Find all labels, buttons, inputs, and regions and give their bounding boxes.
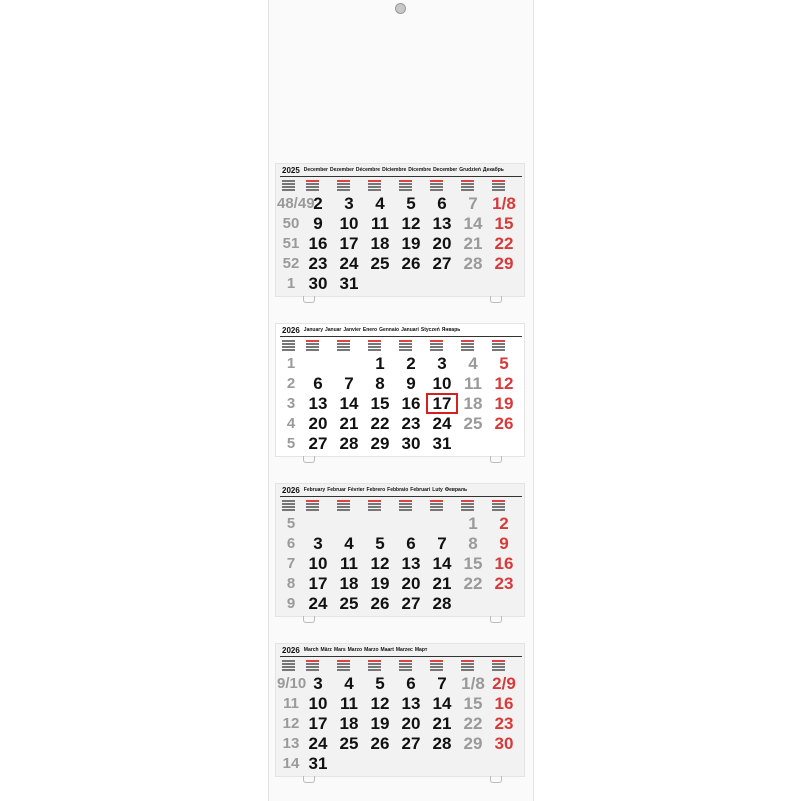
weekday-legend [368, 500, 386, 512]
month-name: Styczeń [420, 327, 440, 333]
month-name: Marzo [347, 647, 363, 653]
month-name: Januari [401, 327, 419, 333]
day-number: 3 [313, 674, 323, 693]
day-number: 17 [339, 234, 359, 253]
day-number: 2 [499, 514, 509, 533]
week-number: 4 [286, 415, 296, 432]
weekday-legend [430, 660, 448, 672]
week-number: 50 [282, 215, 300, 232]
day-number: 31 [432, 434, 452, 453]
weekday-legend [306, 180, 324, 192]
weekday-legend [461, 660, 479, 672]
day-number: 4 [344, 674, 354, 693]
day-number: 22 [370, 414, 390, 433]
day-number: 26 [370, 734, 390, 753]
day-number: 25 [370, 254, 390, 273]
month-name: Marzo [364, 647, 379, 653]
day-number: 11 [371, 214, 389, 233]
year-label: 2026 [282, 485, 300, 495]
sheet-clip [490, 296, 502, 303]
day-number: 14 [339, 394, 359, 413]
day-number: 22 [463, 714, 483, 733]
day-number: 20 [401, 574, 421, 593]
day-number: 18 [463, 394, 483, 413]
week-number: 52 [282, 255, 300, 272]
weekday-legend [492, 500, 510, 512]
week-number: 13 [282, 735, 300, 752]
month-header [276, 324, 524, 336]
sheet-clip [303, 776, 315, 783]
hanging-hole [395, 3, 406, 14]
weekday-legend [430, 340, 448, 352]
day-number: 15 [463, 554, 483, 573]
week-number: 14 [282, 755, 300, 772]
day-number: 26 [401, 254, 421, 273]
month-name: Enero [362, 327, 378, 333]
day-number: 16 [401, 394, 421, 413]
month-name: Февраль [444, 487, 468, 493]
day-number: 16 [308, 234, 328, 253]
weekday-legend [306, 340, 324, 352]
month-sheet [276, 324, 524, 456]
day-number: 11 [340, 554, 358, 573]
day-number: 23 [494, 574, 514, 593]
weekday-legend [430, 180, 448, 192]
day-number: 15 [463, 694, 483, 713]
week-number: 5 [286, 435, 296, 452]
month-name: February [303, 487, 326, 493]
day-number: 12 [370, 694, 390, 713]
day-number: 14 [432, 694, 452, 713]
month-name: March [303, 647, 319, 653]
month-name: Janvier [343, 327, 361, 333]
weekday-legend [492, 180, 510, 192]
week-number: 1 [286, 355, 296, 372]
day-number: 29 [494, 254, 514, 273]
weekday-legend [282, 660, 300, 672]
day-number: 20 [308, 414, 328, 433]
day-number: 18 [339, 714, 359, 733]
month-header [276, 644, 524, 656]
weekday-legend [368, 340, 386, 352]
header-rule [280, 496, 522, 497]
weekday-legend [337, 660, 355, 672]
day-number: 21 [432, 714, 452, 733]
day-number: 19 [401, 234, 421, 253]
day-number: 1/8 [461, 674, 485, 693]
day-number: 28 [432, 734, 452, 753]
weekday-legend [461, 500, 479, 512]
month-name: Декабрь [482, 167, 504, 173]
day-number: 12 [494, 374, 514, 393]
day-number: 28 [463, 254, 483, 273]
day-number: 12 [401, 214, 421, 233]
year-label: 2026 [282, 325, 300, 335]
weekday-legend [337, 500, 355, 512]
month-sheet [276, 164, 524, 296]
week-number: 2 [286, 375, 296, 392]
day-number: 7 [344, 374, 354, 393]
day-number: 10 [432, 374, 452, 393]
day-number: 25 [339, 594, 359, 613]
day-number: 11 [464, 374, 482, 393]
day-number: 30 [494, 734, 514, 753]
day-number: 7 [437, 534, 447, 553]
day-number: 16 [494, 554, 514, 573]
weekday-legend [368, 660, 386, 672]
day-number: 20 [432, 234, 452, 253]
month-header [276, 164, 524, 176]
day-number: 25 [339, 734, 359, 753]
day-number: 15 [494, 214, 514, 233]
weekday-legend [399, 500, 417, 512]
week-number: 8 [286, 575, 296, 592]
day-number: 4 [375, 194, 385, 213]
day-number: 2 [313, 194, 323, 213]
week-number: 3 [286, 395, 296, 412]
month-sheet [276, 484, 524, 616]
month-name: Март [414, 647, 428, 653]
day-number: 4 [344, 534, 354, 553]
header-rule [280, 336, 522, 337]
weekday-legend [430, 500, 448, 512]
day-number: 20 [401, 714, 421, 733]
weekday-legend [399, 340, 417, 352]
day-number: 6 [406, 534, 416, 553]
day-number: 23 [401, 414, 421, 433]
day-number: 31 [339, 274, 359, 293]
day-number: 26 [494, 414, 514, 433]
day-number: 14 [432, 554, 452, 573]
day-number: 21 [339, 414, 359, 433]
week-number: 48/49 [277, 195, 315, 212]
day-number: 19 [370, 574, 390, 593]
today-marker: 17 [427, 394, 457, 413]
day-number: 17 [308, 714, 328, 733]
day-number: 6 [313, 374, 323, 393]
day-number: 30 [401, 434, 421, 453]
sheet-clip [490, 616, 502, 623]
day-number: 19 [370, 714, 390, 733]
weekday-legend [337, 180, 355, 192]
month-name: Décembre [355, 167, 381, 173]
sheet-clip [303, 616, 315, 623]
month-name: Dezember [329, 167, 354, 173]
weekday-legend [306, 660, 324, 672]
day-number: 5 [375, 674, 385, 693]
day-number: 18 [339, 574, 359, 593]
weekday-legend [337, 340, 355, 352]
month-name: Январь [441, 327, 461, 333]
day-number: 13 [401, 694, 421, 713]
day-number: 24 [308, 594, 328, 613]
weekday-legend [461, 340, 479, 352]
day-number: 29 [463, 734, 483, 753]
header-rule [280, 656, 522, 657]
day-number: 27 [432, 254, 452, 273]
day-number: 1 [468, 514, 478, 533]
day-number: 5 [375, 534, 385, 553]
day-number: 19 [494, 394, 514, 413]
day-number: 3 [344, 194, 354, 213]
day-number: 17 [308, 574, 328, 593]
weekday-legend [399, 180, 417, 192]
day-number: 28 [339, 434, 359, 453]
day-number: 24 [308, 734, 328, 753]
day-number: 3 [313, 534, 323, 553]
day-number: 8 [468, 534, 478, 553]
day-number: 7 [437, 674, 447, 693]
day-number: 9 [406, 374, 416, 393]
weekday-legend [282, 180, 300, 192]
day-number: 29 [370, 434, 390, 453]
sheet-clip [490, 776, 502, 783]
week-number: 9/10 [277, 675, 307, 692]
day-number: 22 [494, 234, 514, 253]
day-number: 9 [313, 214, 323, 233]
day-number: 24 [339, 254, 359, 273]
month-name: Febrero [366, 487, 386, 493]
header-rule [280, 176, 522, 177]
week-number: 1 [286, 275, 296, 292]
day-number: 10 [339, 214, 359, 233]
day-number: 6 [406, 674, 416, 693]
day-number: 2 [406, 354, 416, 373]
day-number: 22 [463, 574, 483, 593]
day-number: 13 [432, 214, 452, 233]
day-number: 12 [370, 554, 390, 573]
day-number: 1 [375, 354, 385, 373]
month-sheet [276, 644, 524, 776]
year-label: 2025 [282, 165, 300, 175]
day-number: 3 [437, 354, 447, 373]
day-number: 28 [432, 594, 452, 613]
day-number: 13 [401, 554, 421, 573]
month-header [276, 484, 524, 496]
month-name: Grudzień [459, 167, 481, 173]
weekday-legend [282, 340, 300, 352]
day-number: 23 [308, 254, 328, 273]
day-number: 6 [437, 194, 447, 213]
sheet-clip [303, 296, 315, 303]
day-number: 27 [401, 594, 421, 613]
day-number: 2/9 [492, 674, 516, 693]
month-name: Februar [327, 487, 346, 493]
day-number: 31 [308, 754, 328, 773]
weekday-legend [461, 180, 479, 192]
day-number: 9 [499, 534, 509, 553]
day-number: 23 [494, 714, 514, 733]
day-number: 15 [370, 394, 390, 413]
month-name: Maart [380, 647, 394, 653]
month-name: Dicembre [408, 167, 432, 173]
day-number: 11 [340, 694, 358, 713]
month-name: December [303, 167, 328, 173]
day-number: 27 [308, 434, 328, 453]
weekday-legend [368, 180, 386, 192]
day-number: 21 [432, 574, 452, 593]
week-number: 9 [286, 595, 296, 612]
month-name: Février [347, 487, 365, 493]
day-number: 18 [370, 234, 390, 253]
day-number: 7 [468, 194, 478, 213]
weekday-legend [492, 340, 510, 352]
day-number: 24 [432, 414, 452, 433]
day-number: 21 [463, 234, 483, 253]
month-name: Diciembre [382, 167, 407, 173]
month-name: Februari [410, 487, 431, 493]
day-number: 5 [499, 354, 509, 373]
month-name: Januar [324, 327, 342, 333]
day-number: 25 [463, 414, 483, 433]
day-number: 10 [308, 554, 328, 573]
weekday-legend [282, 500, 300, 512]
week-number: 12 [282, 715, 300, 732]
day-number: 14 [463, 214, 483, 233]
week-number: 5 [286, 515, 296, 532]
sheet-clip [490, 456, 502, 463]
month-name: Febbraio [387, 487, 409, 493]
day-number: 5 [406, 194, 416, 213]
weekday-legend [492, 660, 510, 672]
month-name: Marzec [395, 647, 413, 653]
day-number: 26 [370, 594, 390, 613]
day-number: 4 [468, 354, 478, 373]
day-number: 1/8 [492, 194, 516, 213]
month-name: März [320, 647, 332, 653]
day-number: 13 [308, 394, 328, 413]
day-number: 8 [375, 374, 385, 393]
day-number: 30 [308, 274, 328, 293]
week-number: 11 [283, 695, 299, 712]
week-number: 7 [286, 555, 296, 572]
month-name: Mars [333, 647, 346, 653]
week-number: 6 [286, 535, 296, 552]
month-name: December [433, 167, 458, 173]
month-name: January [303, 327, 323, 333]
day-number: 10 [308, 694, 328, 713]
day-number: 16 [494, 694, 514, 713]
year-label: 2026 [282, 645, 300, 655]
week-number: 51 [282, 235, 300, 252]
sheet-clip [303, 456, 315, 463]
day-number: 27 [401, 734, 421, 753]
weekday-legend [306, 500, 324, 512]
weekday-legend [399, 660, 417, 672]
month-name: Gennaio [379, 327, 400, 333]
month-name: Luty [432, 487, 443, 493]
